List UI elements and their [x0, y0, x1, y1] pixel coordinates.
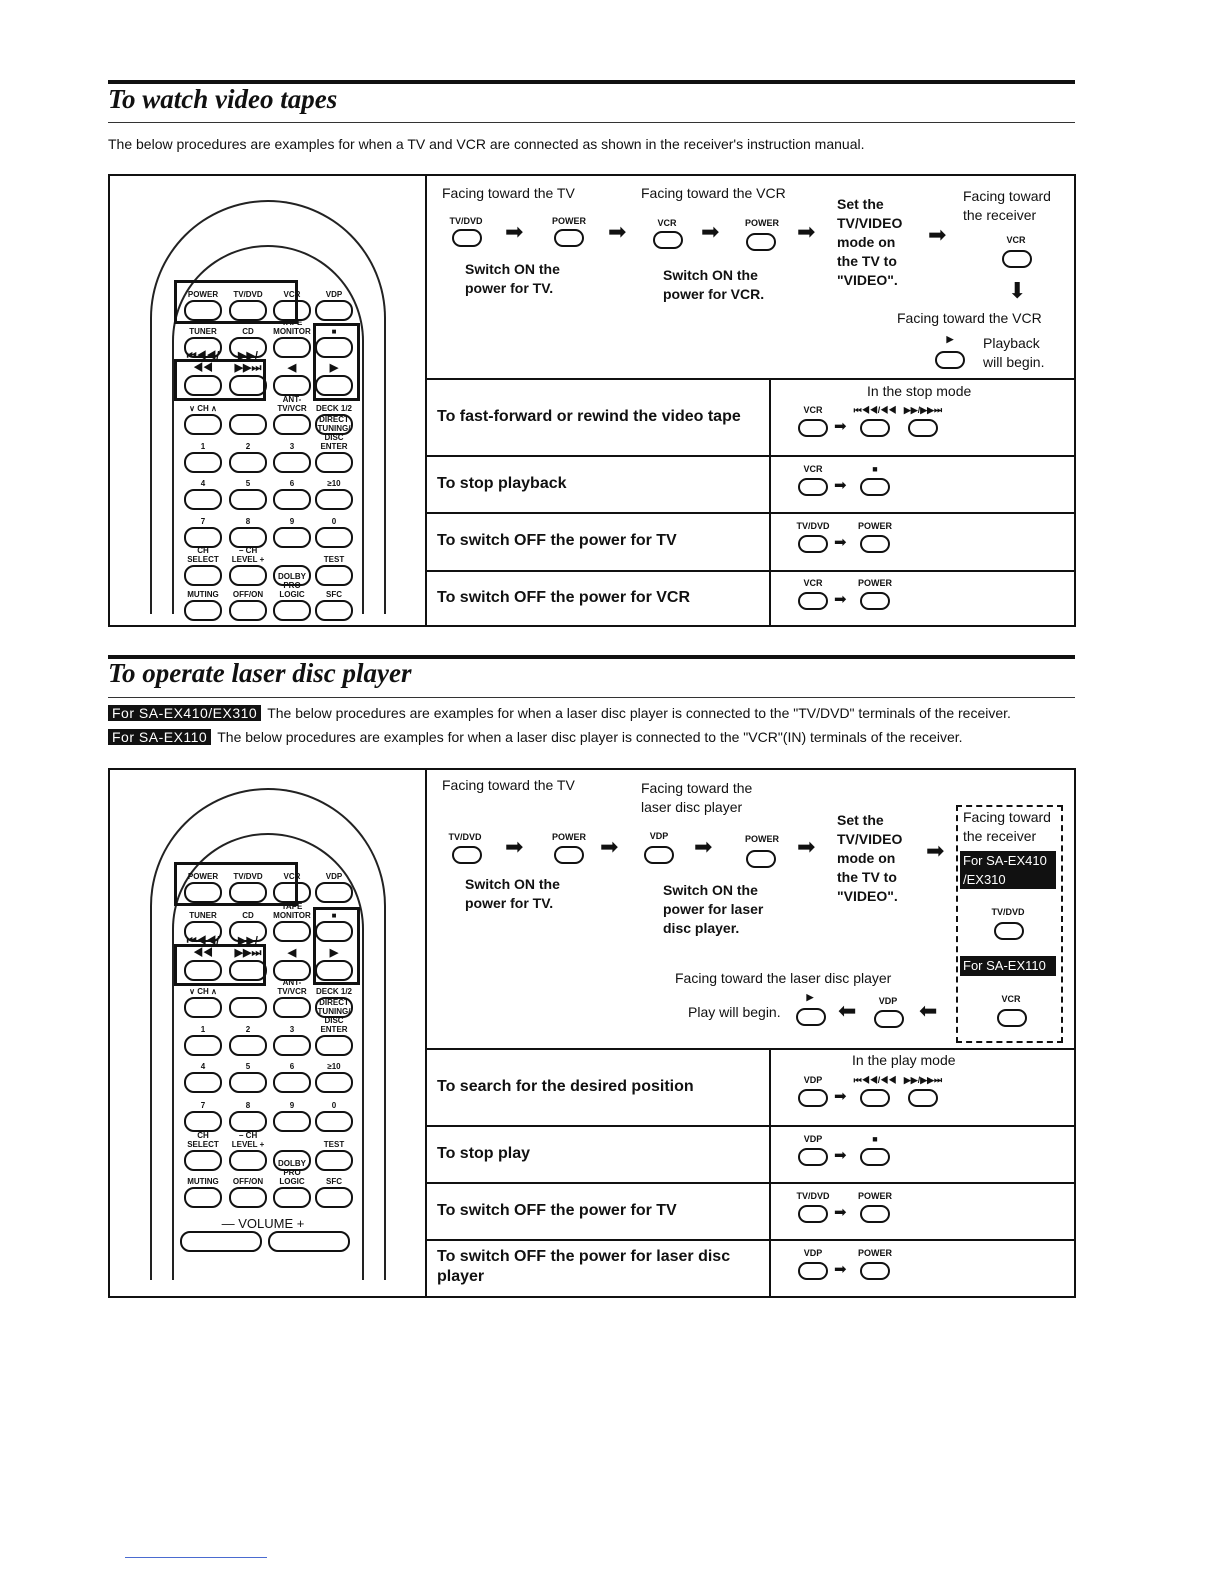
tvdvd-button-icon	[452, 846, 482, 864]
step-label	[641, 779, 752, 817]
key-label: ∨ CH ∧	[189, 404, 217, 413]
key-label: VCR	[283, 290, 301, 299]
remote-key	[229, 565, 267, 586]
key-label: TEST	[323, 555, 345, 564]
remote-key	[273, 1035, 311, 1056]
remote-key	[273, 452, 311, 473]
key-label: DOLBY PRO LOGIC	[278, 1159, 306, 1186]
key-label: 1	[200, 442, 206, 451]
arrow-right-icon: ➡	[694, 834, 713, 859]
step-label: Facing toward the laser disc player	[675, 970, 892, 986]
intro-text: The below procedures are examples for when a TV and VCR are connected as shown in the receiver's instruction manual.	[108, 136, 865, 152]
note-line: mode on	[837, 850, 896, 866]
remote-key	[273, 414, 311, 435]
remote-button-icon	[860, 419, 890, 437]
note-line: Set the	[837, 196, 884, 212]
divider	[425, 1048, 1076, 1050]
intro-text: The below procedures are examples for when a laser disc player is connected to the "VCR"(IN) terminals of the receiver.	[217, 729, 963, 745]
step-note	[983, 334, 1044, 372]
remote-key	[229, 600, 267, 621]
key-label: OFF/ON	[232, 590, 264, 599]
key-label: ◀	[287, 362, 297, 374]
key-label: ⏮◀◀/◀◀	[186, 935, 220, 959]
arrow-right-icon: ➡	[834, 476, 847, 494]
key-label: VDP	[325, 290, 343, 299]
remote-button-icon	[860, 592, 890, 610]
button-label: POWER	[857, 521, 893, 531]
arrow-right-icon: ➡	[797, 834, 816, 859]
remote-key	[184, 527, 222, 548]
remote-key	[273, 1187, 311, 1208]
remote-key	[273, 997, 311, 1018]
arrow-right-icon: ➡	[797, 219, 816, 244]
button-label: TV/DVD	[796, 1190, 830, 1201]
remote-key	[315, 489, 353, 510]
volume-up-key	[268, 1231, 350, 1252]
arrow-right-icon: ➡	[701, 219, 720, 244]
button-label: VCR	[657, 218, 677, 228]
remote-key	[315, 452, 353, 473]
button-label: VCR	[803, 405, 823, 415]
divider	[425, 768, 427, 1298]
step-note	[663, 266, 764, 304]
key-label: DIRECT TUNING/ DISC ENTER	[317, 415, 351, 451]
key-label: ■	[331, 327, 337, 336]
remote-key	[273, 1111, 311, 1132]
remote-key	[184, 1035, 222, 1056]
intro-line	[108, 705, 1011, 721]
arrow-right-icon: ➡	[505, 219, 524, 244]
step-label: Facing toward the TV	[442, 185, 575, 201]
button-label: TV/DVD	[449, 216, 483, 226]
key-label: ▶	[329, 947, 339, 959]
key-label: TAPE MONITOR	[273, 902, 311, 920]
arrow-right-icon: ➡	[926, 838, 945, 863]
power-button-icon	[554, 846, 584, 864]
note-line: the receiver	[963, 828, 1037, 844]
remote-key	[315, 565, 353, 586]
button-label: VDP	[878, 996, 898, 1006]
mode-label: In the play mode	[852, 1052, 956, 1068]
remote-key	[184, 1072, 222, 1093]
button-label: VCR	[1006, 235, 1026, 245]
highlight-box	[174, 280, 298, 324]
note-line: Facing toward	[963, 188, 1051, 204]
note-line: mode on	[837, 234, 896, 250]
button-label: ⏮◀◀/◀◀	[853, 1075, 897, 1085]
row-label: To stop play	[437, 1144, 531, 1162]
note-line: Playback	[983, 335, 1040, 351]
key-label: ANT-TV/VCR	[277, 395, 307, 413]
key-label: 7	[200, 517, 206, 526]
remote-button-icon	[798, 1262, 828, 1280]
key-label: 1	[200, 1025, 206, 1034]
key-label: POWER	[187, 290, 219, 299]
key-label: 9	[289, 517, 295, 526]
divider	[425, 174, 427, 627]
vcr-button-icon	[653, 231, 683, 249]
remote-key	[315, 1111, 353, 1132]
key-label: VDP	[325, 872, 343, 881]
button-label: VCR	[803, 578, 823, 588]
vcr-button-icon	[1002, 250, 1032, 268]
vcr-button-icon	[997, 1009, 1027, 1027]
button-label: ■	[872, 463, 878, 474]
tvdvd-button-icon	[452, 229, 482, 247]
remote-button-icon	[798, 592, 828, 610]
button-label: VCR	[803, 463, 823, 474]
remote-key	[273, 489, 311, 510]
remote-button-icon	[860, 1205, 890, 1223]
key-label: ■	[331, 911, 337, 920]
key-label: ANT-TV/VCR	[277, 978, 307, 996]
remote-key	[229, 1150, 267, 1171]
badge-line: /EX310	[963, 872, 1006, 887]
key-label: MUTING	[187, 1177, 219, 1186]
key-label: 2	[245, 1025, 251, 1034]
arrow-right-icon: ➡	[600, 834, 619, 859]
remote-key	[229, 997, 267, 1018]
key-label: VCR	[283, 872, 301, 881]
note-line: "VIDEO".	[837, 888, 898, 904]
step-label	[963, 187, 1051, 225]
remote-key	[273, 921, 311, 942]
button-label: ▶▶/▶▶⏭	[903, 405, 943, 415]
row-label: To fast-forward or rewind the video tape	[437, 407, 741, 425]
button-label: POWER	[857, 578, 893, 588]
remote-key	[315, 1035, 353, 1056]
button-label: POWER	[551, 216, 587, 226]
model-badge: For SA-EX110	[108, 729, 211, 745]
key-label: MUTING	[187, 590, 219, 599]
key-label: ▶▶/▶▶⏭	[234, 935, 262, 959]
remote-key	[184, 1150, 222, 1171]
key-label: 5	[245, 479, 251, 488]
key-label: CH SELECT	[187, 546, 219, 564]
highlight-box	[313, 323, 360, 401]
remote-key	[273, 600, 311, 621]
note-line: power for laser	[663, 901, 764, 917]
divider	[425, 1182, 1076, 1184]
model-badge: For SA-EX110	[960, 956, 1056, 976]
divider	[425, 455, 1076, 457]
remote-key	[229, 1187, 267, 1208]
vdp-button-icon	[874, 1010, 904, 1028]
remote-key	[184, 1111, 222, 1132]
play-icon: ▶	[946, 334, 954, 344]
remote-button-icon	[860, 1262, 890, 1280]
divider	[769, 1048, 771, 1298]
button-label: POWER	[857, 1190, 893, 1201]
remote-button-icon	[908, 1089, 938, 1107]
button-label: TV/DVD	[991, 907, 1025, 917]
remote-key	[315, 600, 353, 621]
volume-label: — VOLUME +	[221, 1216, 305, 1231]
step-label: Facing toward the TV	[442, 777, 575, 793]
key-label: DOLBY PRO LOGIC	[278, 572, 306, 599]
note-line: Switch ON the	[465, 261, 560, 277]
key-label: 7	[200, 1101, 206, 1110]
remote-key	[229, 1072, 267, 1093]
mode-label: In the stop mode	[867, 383, 972, 399]
key-label: ≥10	[327, 1062, 341, 1071]
row-label: To stop playback	[437, 474, 567, 492]
remote-key	[273, 375, 311, 396]
key-label: TUNER	[189, 327, 217, 336]
note-line: TV/VIDEO	[837, 831, 903, 847]
note-line: power for VCR.	[663, 286, 765, 302]
remote-key	[229, 489, 267, 510]
power-button-icon	[746, 850, 776, 868]
note-line: the TV to	[837, 869, 897, 885]
row-label: To switch OFF the power for VCR	[437, 589, 691, 606]
key-label: OFF/ON	[232, 1177, 264, 1186]
button-label: ■	[872, 1133, 878, 1144]
remote-button-icon	[860, 1148, 890, 1166]
power-button-icon	[554, 229, 584, 247]
key-label: − CH LEVEL +	[231, 546, 265, 564]
button-label: TV/DVD	[448, 832, 482, 842]
arrow-left-icon: ⬅	[838, 998, 857, 1023]
key-label: 4	[200, 479, 206, 488]
note-line: TV/VIDEO	[837, 215, 903, 231]
intro-text: The below procedures are examples for when a laser disc player is connected to the "TV/DVD" terminals of the receiver.	[267, 705, 1011, 721]
key-label: TV/DVD	[233, 872, 263, 881]
button-label: ⏮◀◀/◀◀	[853, 405, 897, 415]
remote-key	[184, 600, 222, 621]
key-label: ◀	[287, 947, 297, 959]
step-label: Facing toward the VCR	[897, 310, 1042, 326]
remote-key	[229, 452, 267, 473]
key-label: 2	[245, 442, 251, 451]
vdp-button-icon	[644, 846, 674, 864]
note-line: Switch ON the	[465, 876, 560, 892]
note-line: Switch ON the	[663, 267, 758, 283]
remote-button-icon	[798, 1148, 828, 1166]
remote-key	[184, 489, 222, 510]
play-icon: ▶	[806, 992, 814, 1002]
note-line: laser disc player	[641, 799, 743, 815]
note-line: will begin.	[983, 354, 1045, 370]
row-label: To switch OFF the power for laser disc player	[437, 1248, 731, 1285]
remote-key	[229, 414, 267, 435]
note-line: "VIDEO".	[837, 272, 898, 288]
note-line: Facing toward	[963, 809, 1051, 825]
remote-key	[184, 997, 222, 1018]
section-title: To watch video tapes	[108, 84, 338, 114]
note-line: power for TV.	[465, 895, 554, 911]
remote-key	[315, 300, 353, 321]
key-label: DIRECT TUNING/ DISC ENTER	[317, 998, 351, 1034]
row-label: To search for the desired position	[437, 1077, 694, 1095]
remote-button-icon	[860, 1089, 890, 1107]
step-note: Play will begin.	[688, 1004, 781, 1020]
remote-key	[315, 1150, 353, 1171]
divider	[425, 1239, 1076, 1241]
highlight-box	[174, 944, 266, 986]
key-label: 6	[289, 1062, 295, 1071]
key-label: 3	[289, 442, 295, 451]
remote-button-icon	[860, 535, 890, 553]
remote-button-icon	[798, 535, 828, 553]
note-line: power for TV.	[465, 280, 554, 296]
note-line: Facing toward the	[641, 780, 753, 796]
remote-key	[229, 527, 267, 548]
note-line: Switch ON the	[663, 882, 758, 898]
key-label: 4	[200, 1062, 206, 1071]
divider	[769, 378, 771, 627]
tvdvd-button-icon	[994, 922, 1024, 940]
button-label: POWER	[857, 1248, 893, 1258]
remote-key	[315, 1187, 353, 1208]
arrow-right-icon: ➡	[834, 1261, 847, 1278]
power-button-icon	[746, 233, 776, 251]
arrow-right-icon: ➡	[834, 534, 847, 551]
button-label: VCR	[1001, 994, 1021, 1004]
remote-button-icon	[860, 478, 890, 496]
step-label: Facing toward the VCR	[641, 185, 786, 201]
remote-button-icon	[798, 478, 828, 496]
remote-key	[315, 527, 353, 548]
arrow-right-icon: ➡	[834, 591, 847, 608]
step-note	[663, 881, 763, 938]
remote-key	[229, 1111, 267, 1132]
remote-key	[315, 882, 353, 903]
note-line: Set the	[837, 812, 884, 828]
remote-button-icon	[908, 419, 938, 437]
arrow-right-icon: ➡	[834, 1088, 847, 1105]
model-badge	[960, 851, 1056, 889]
remote-key	[184, 565, 222, 586]
button-label: VDP	[649, 831, 669, 841]
step-note	[837, 195, 902, 290]
section-title: To operate laser disc player	[108, 658, 412, 688]
remote-button-icon	[798, 1205, 828, 1223]
key-label: TAPE MONITOR	[273, 318, 311, 336]
arrow-right-icon: ➡	[834, 1146, 847, 1164]
key-label: 3	[289, 1025, 295, 1034]
row-label: To switch OFF the power for TV	[437, 532, 677, 549]
highlight-box	[174, 862, 298, 906]
key-label: 9	[289, 1101, 295, 1110]
remote-key	[273, 337, 311, 358]
key-label: CD	[242, 911, 254, 920]
key-label: 0	[331, 1101, 337, 1110]
key-label: ▶	[329, 362, 339, 374]
key-label: SFC	[326, 1177, 342, 1186]
button-label: POWER	[551, 832, 587, 842]
arrow-right-icon: ➡	[834, 418, 847, 435]
button-label: TV/DVD	[796, 521, 830, 531]
divider	[425, 378, 1076, 380]
key-label: 5	[245, 1062, 251, 1071]
key-label: 0	[331, 517, 337, 526]
remote-key	[229, 1035, 267, 1056]
key-label: ⏮◀◀/◀◀	[186, 350, 220, 374]
row-label: To switch OFF the power for TV	[437, 1201, 677, 1219]
key-label: 8	[245, 1101, 251, 1110]
arrow-right-icon: ➡	[834, 1203, 847, 1221]
divider	[425, 1125, 1076, 1127]
step-note	[465, 875, 560, 913]
model-badge: For SA-EX410/EX310	[108, 705, 261, 721]
dashed-edge	[1061, 805, 1063, 1043]
volume-down-key	[180, 1231, 262, 1252]
dashed-edge	[956, 1041, 1063, 1043]
arrow-right-icon: ➡	[608, 219, 627, 244]
key-label: DECK 1/2	[315, 404, 352, 413]
play-button-icon	[796, 1008, 826, 1026]
note-line: disc player.	[663, 920, 740, 936]
key-label: TV/DVD	[233, 290, 263, 299]
arrow-right-icon: ➡	[928, 222, 947, 247]
remote-button-icon	[798, 1089, 828, 1107]
badge-line: For SA-EX410	[963, 853, 1047, 868]
step-label	[963, 808, 1051, 846]
section-rule	[108, 122, 1075, 123]
button-label: POWER	[744, 218, 780, 228]
highlight-box	[174, 359, 266, 401]
remote-key	[315, 1072, 353, 1093]
key-label: ∨ CH ∧	[189, 987, 217, 996]
button-label: VDP	[803, 1133, 823, 1144]
button-label: VDP	[803, 1248, 823, 1258]
remote-key	[273, 1072, 311, 1093]
highlight-box	[313, 907, 360, 985]
remote-key	[184, 452, 222, 473]
key-label: ▶▶/▶▶⏭	[234, 350, 262, 374]
footer-rule	[125, 1557, 267, 1558]
arrow-left-icon: ⬅	[919, 998, 938, 1023]
intro-line	[108, 729, 963, 745]
key-label: − CH LEVEL +	[231, 1131, 265, 1149]
divider	[425, 512, 1076, 514]
key-label: POWER	[187, 872, 219, 881]
note-line: the TV to	[837, 253, 897, 269]
key-label: 8	[245, 517, 251, 526]
key-label: TEST	[323, 1140, 345, 1149]
divider	[425, 570, 1076, 572]
key-label: CD	[242, 327, 254, 336]
step-note	[465, 260, 560, 298]
key-label: ≥10	[327, 479, 341, 488]
key-label: SFC	[326, 590, 342, 599]
remote-button-icon	[798, 419, 828, 437]
arrow-right-icon: ➡	[505, 834, 524, 859]
step-note	[837, 811, 902, 906]
key-label: TUNER	[189, 911, 217, 920]
button-label: VDP	[803, 1075, 823, 1085]
arrow-down-icon: ⬇	[1008, 278, 1027, 303]
button-label: POWER	[744, 834, 780, 844]
key-label: 6	[289, 479, 295, 488]
remote-key	[184, 1187, 222, 1208]
play-button-icon	[935, 351, 965, 369]
note-line: the receiver	[963, 207, 1037, 223]
key-label: CH SELECT	[187, 1131, 219, 1149]
remote-key	[184, 414, 222, 435]
button-label: ▶▶/▶▶⏭	[903, 1075, 943, 1085]
section-rule	[108, 697, 1075, 698]
remote-key	[273, 527, 311, 548]
key-label: DECK 1/2	[315, 987, 352, 996]
